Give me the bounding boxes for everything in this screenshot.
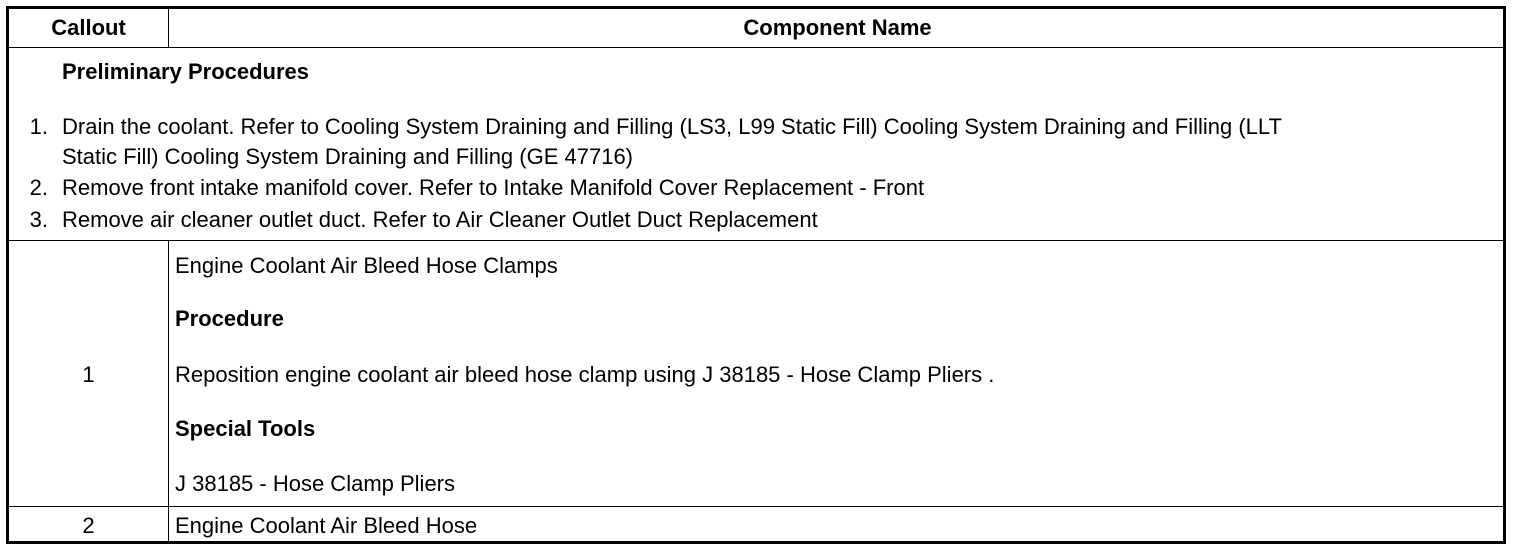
procedure-heading: Procedure — [175, 306, 284, 331]
step-number: 2. — [29, 175, 48, 200]
callout-column-header: Callout — [51, 15, 126, 40]
callout-number: 1 — [82, 362, 95, 387]
step-text: Remove air cleaner outlet duct. Refer to Air Cleaner Outlet Duct Replacement — [62, 207, 818, 232]
step-number: 3. — [29, 207, 48, 232]
step-text: Drain the coolant. Refer to Cooling System Draining and Filling (LS3, L99 Static Fill) Cooling System Draining and Filling (LLT — [62, 114, 1282, 139]
preliminary-procedures-title: Preliminary Procedures — [62, 59, 310, 84]
component-name: Engine Coolant Air Bleed Hose Clamps — [175, 253, 558, 278]
preliminary-divider — [6, 240, 1506, 241]
row-divider — [6, 506, 1506, 507]
component-name: Engine Coolant Air Bleed Hose — [175, 513, 478, 538]
procedure-text: Reposition engine coolant air bleed hose clamp using J 38185 - Hose Clamp Pliers . — [175, 362, 995, 387]
special-tool-item: J 38185 - Hose Clamp Pliers — [175, 471, 456, 496]
callout-number: 2 — [82, 513, 95, 538]
step-number: 1. — [29, 114, 48, 139]
body-column-divider — [168, 240, 169, 544]
special-tools-heading: Special Tools — [175, 416, 316, 441]
header-divider — [6, 47, 1506, 48]
component-name-column-header: Component Name — [743, 15, 932, 40]
step-text-continued: Static Fill) Cooling System Draining and Filling (GE 47716) — [62, 144, 634, 169]
step-text: Remove front intake manifold cover. Refer to Intake Manifold Cover Replacement - Front — [62, 175, 925, 200]
